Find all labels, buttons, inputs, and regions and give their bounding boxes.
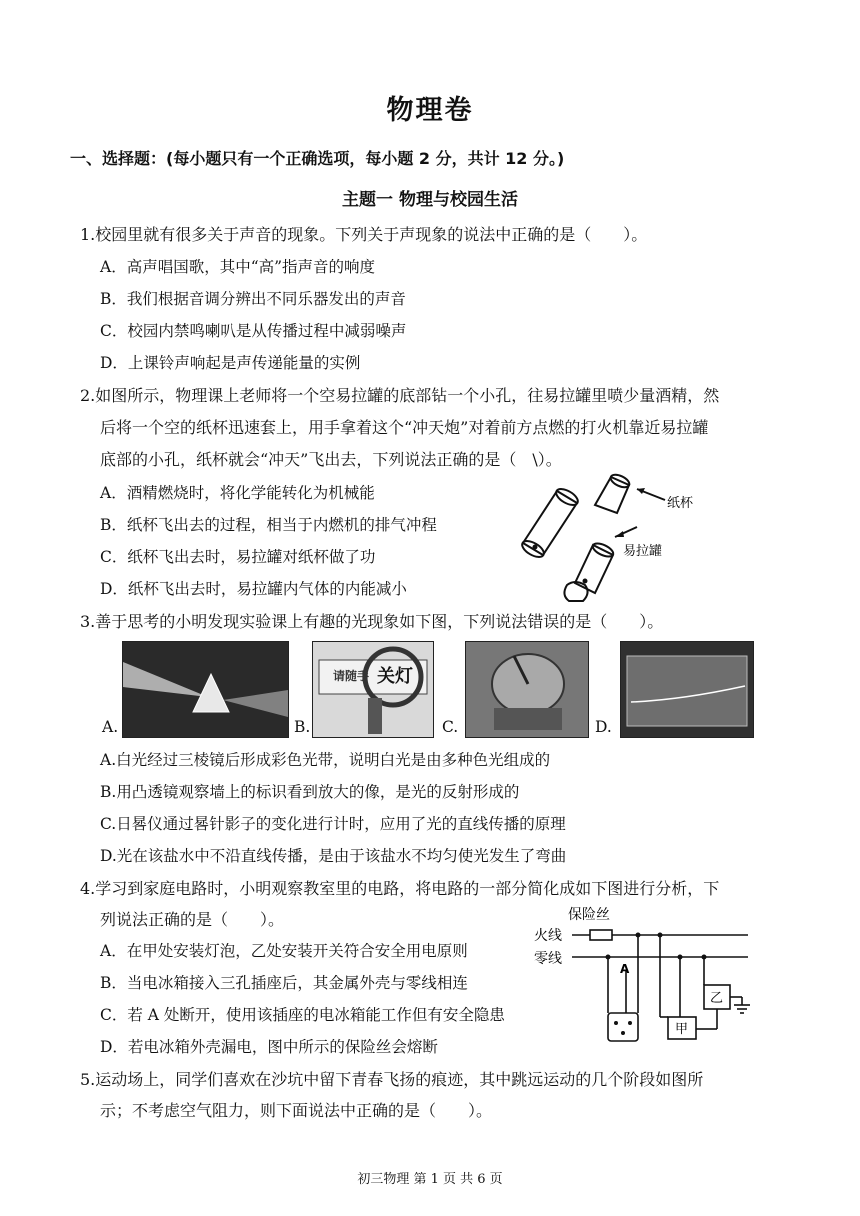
- q3-image-label-b: B.: [294, 718, 311, 736]
- q1-option-b: B．我们根据音调分辨出不同乐器发出的声音: [100, 290, 406, 308]
- q2-option-b: B．纸杯飞出去的过程，相当于内燃机的排气冲程: [100, 516, 437, 534]
- q2-option-a: A．酒精燃烧时，将化学能转化为机械能: [100, 484, 375, 502]
- q3-stem: 3.善于思考的小明发现实验课上有趣的光现象如下图，下列说法错误的是（ ）。: [80, 612, 664, 631]
- q2-stem-line3: 底部的小孔，纸杯就会“冲天”飞出去，下列说法正确的是（ \）。: [100, 450, 562, 469]
- q1-option-d: D．上课铃声响起是声传递能量的实例: [100, 354, 361, 372]
- fuse-label: 保险丝: [568, 907, 610, 923]
- q4-option-d: D．若电冰箱外壳漏电，图中所示的保险丝会熔断: [100, 1038, 438, 1056]
- paper-cup-label: 纸杯: [667, 496, 694, 511]
- prism-photo: [122, 641, 289, 738]
- q2-option-c: C．纸杯飞出去时，易拉罐对纸杯做了功: [100, 548, 376, 566]
- q3-option-c: C.日晷仪通过晷针影子的变化进行计时，应用了光的直线传播的原理: [100, 815, 566, 833]
- q3-image-label-a: A.: [102, 718, 119, 736]
- can-cup-figure: [515, 465, 745, 605]
- saltwater-tank-photo: [620, 641, 754, 738]
- section-heading: 一、选择题：(每小题只有一个正确选项，每小题 2 分，共计 12 分。): [70, 149, 565, 168]
- sundial-photo: [465, 641, 589, 738]
- q3-option-b: B.用凸透镜观察墙上的标识看到放大的像，是光的反射形成的: [100, 783, 520, 801]
- q3-option-a: A.白光经过三棱镜后形成彩色光带，说明白光是由多种色光组成的: [100, 751, 551, 769]
- q4-option-b: B．当电冰箱接入三孔插座后，其金属外壳与零线相连: [100, 974, 468, 992]
- page-title: 物理卷: [386, 95, 474, 126]
- page-footer: 初三物理 第 1 页 共 6 页: [357, 1172, 503, 1187]
- live-wire-label: 火线: [534, 928, 562, 944]
- jia-label: 甲: [675, 1022, 689, 1037]
- q1-option-c: C．校园内禁鸣喇叭是从传播过程中减弱噪声: [100, 322, 407, 340]
- topic-heading: 主题一 物理与校园生活: [342, 190, 518, 210]
- q2-option-d: D．纸杯飞出去时，易拉罐内气体的内能减小: [100, 580, 407, 598]
- yi-label: 乙: [710, 991, 724, 1006]
- q5-stem-line1: 5.运动场上，同学们喜欢在沙坑中留下青春飞扬的痕迹，其中跳远运动的几个阶段如图所: [80, 1070, 704, 1089]
- sign-text-large: 关灯: [377, 666, 413, 687]
- point-a-label: A: [620, 962, 630, 976]
- q4-stem-line1: 4.学习到家庭电路时，小明观察教室里的电路，将电路的一部分简化成如下图进行分析，下: [80, 879, 720, 898]
- sign-text-small: 请随手: [333, 669, 370, 683]
- can-label: 易拉罐: [623, 544, 663, 559]
- magnifier-sign-photo: [312, 641, 434, 738]
- q2-stem-line2: 后将一个空的纸杯迅速套上，用手拿着这个“冲天炮”对着前方点燃的打火机靠近易拉罐: [100, 418, 709, 437]
- neutral-wire-label: 零线: [534, 951, 562, 967]
- q4-option-c: C．若 A 处断开，使用该插座的电冰箱能工作但有安全隐患: [100, 1006, 505, 1024]
- q1-option-a: A．高声唱国歌，其中“高”指声音的响度: [100, 258, 376, 276]
- q2-stem-line1: 2.如图所示，物理课上老师将一个空易拉罐的底部钻一个小孔，往易拉罐里喷少量酒精，然: [80, 386, 720, 405]
- q3-image-label-d: D.: [595, 718, 612, 736]
- q3-option-d: D.光在该盐水中不沿直线传播，是由于该盐水不均匀使光发生了弯曲: [100, 847, 567, 865]
- q5-stem-line2: 示；不考虑空气阻力，则下面说法中正确的是（ ）。: [100, 1101, 493, 1120]
- circuit-diagram: [528, 905, 760, 1045]
- q4-stem-line2: 列说法正确的是（ ）。: [100, 910, 285, 929]
- q4-option-a: A．在甲处安装灯泡，乙处安装开关符合安全用电原则: [100, 942, 468, 960]
- q3-image-label-c: C.: [442, 718, 459, 736]
- q1-stem: 1.校园里就有很多关于声音的现象。下列关于声现象的说法中正确的是（ ）。: [80, 225, 648, 244]
